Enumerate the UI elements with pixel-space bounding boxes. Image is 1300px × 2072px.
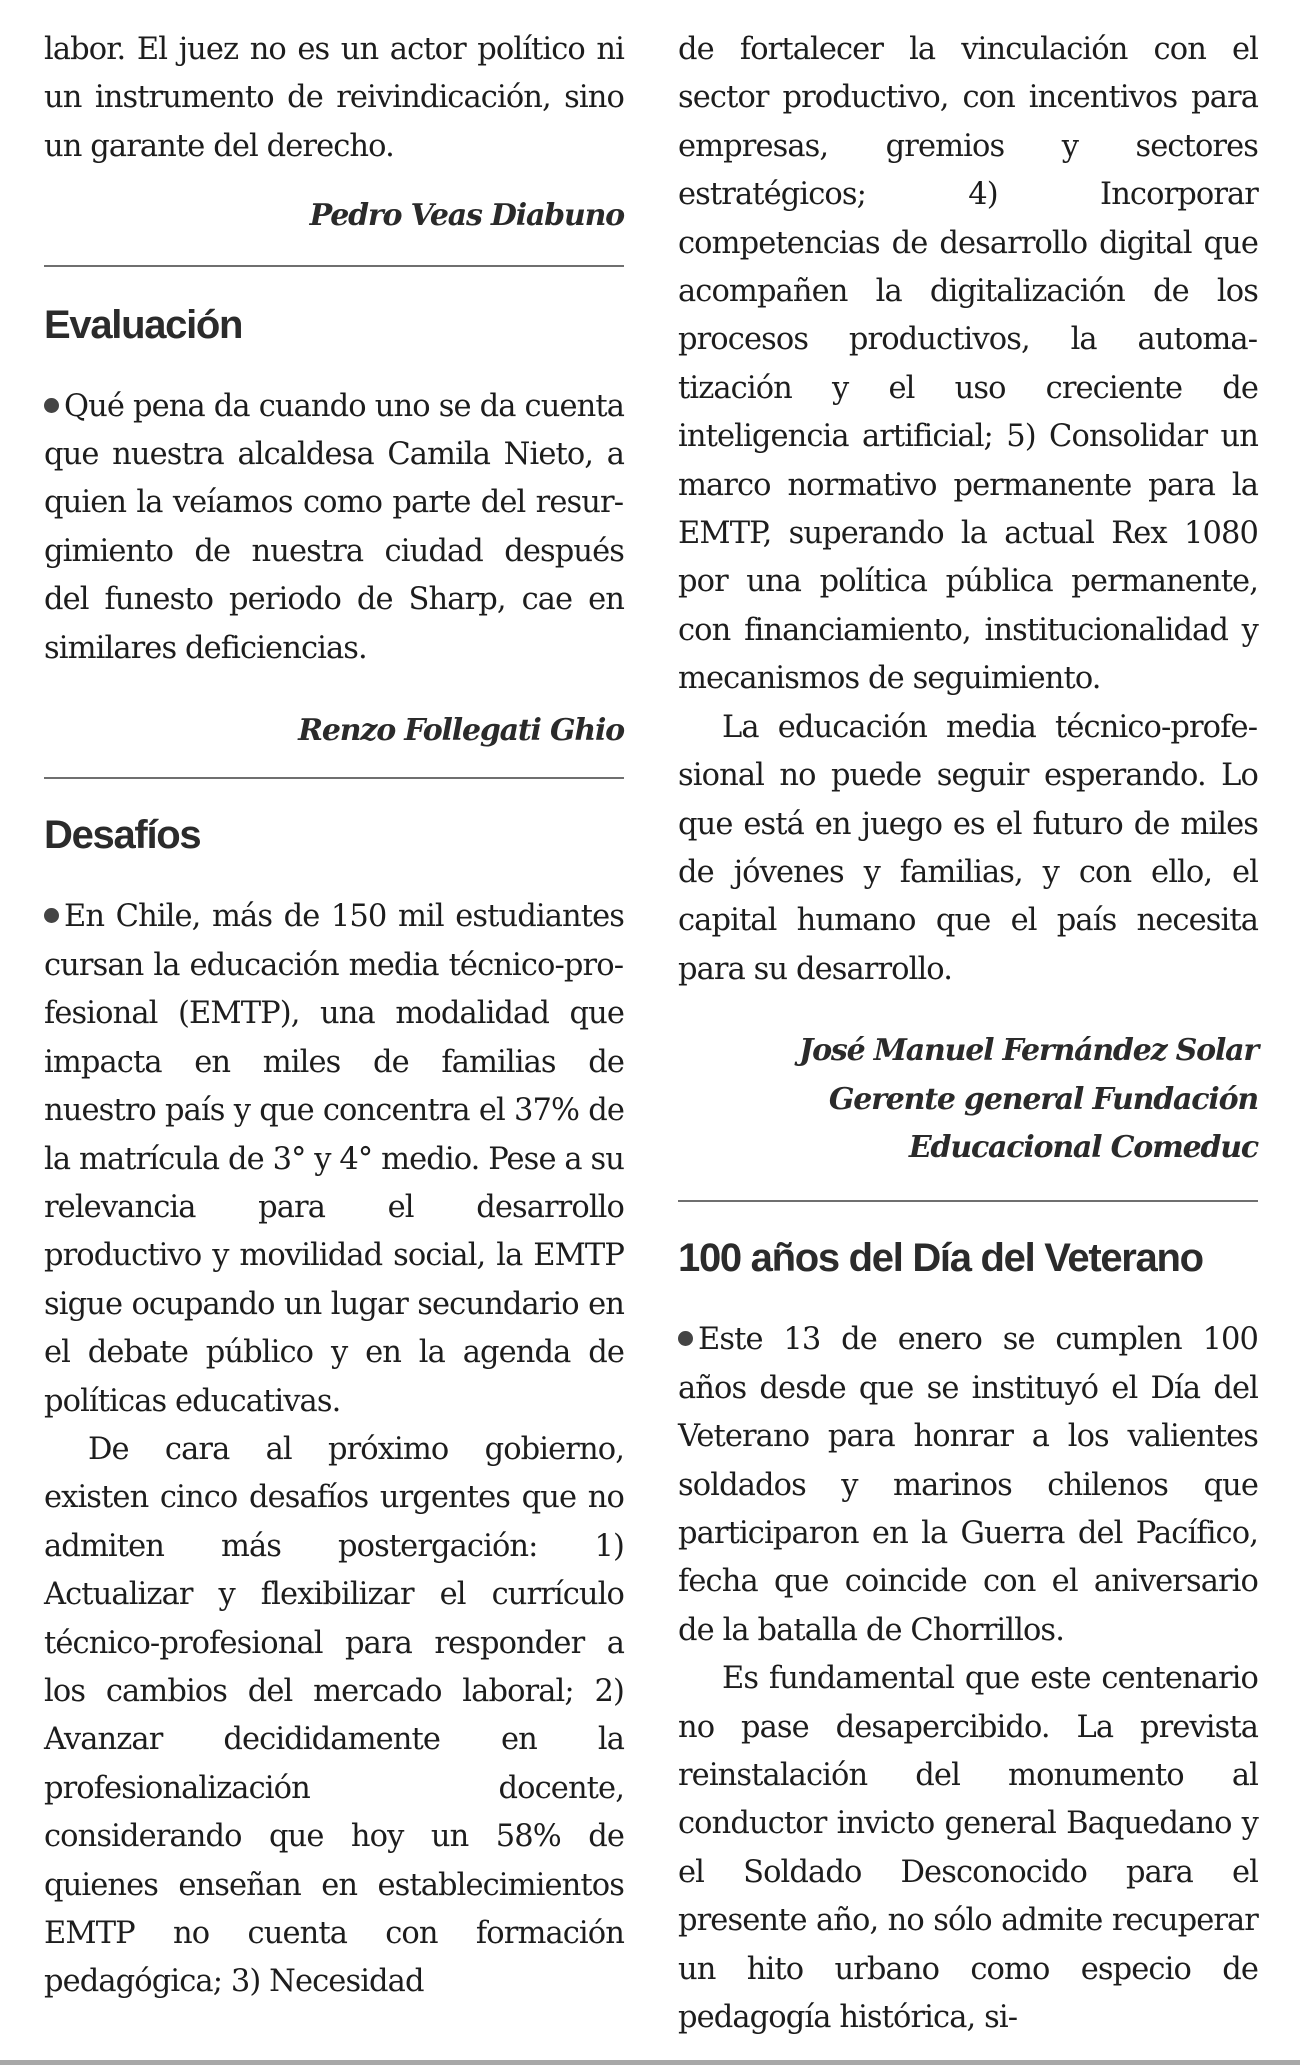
letter-evaluacion: [44, 383, 624, 673]
title-evaluacion: Evaluación: [44, 302, 243, 347]
bullet-icon: [44, 908, 59, 923]
letter-evaluacion-text: Qué pena da cuando uno se da cuenta que nuestra alcaldesa Camila Nieto, a quien la veíamos como parte del resurgimiento de nuestra ciudad después del funesto periodo de Sharp, cae en similares deficiencias.: [44, 388, 624, 666]
letter-desafios-p2: De cara al próximo gobierno, existen cinco desafíos urgentes que no admiten más postergación: 1) Actualizar y flexibilizar el currículo técnico-profesional para responder a los cambios del mercado laboral; 2) Avanzar decididamente en la profesionalización docente, considerando que hoy un 58% de quienes enseñan en establecimientos EMTP no cuenta con formación pedagógica; 3) Necesidad: [44, 1431, 624, 2000]
divider: [678, 1200, 1258, 1202]
divider: [44, 265, 624, 267]
left-column: [44, 0, 624, 2007]
letter-pedro-tail: labor. El juez no es un actor político ni un instrumento de reivindicación, sino un garante del derecho.: [44, 32, 624, 164]
page-bottom-border: [0, 2060, 1300, 2065]
letter-desafios-p2-cont: de fortalecer la vinculación con el sector productivo, con incentivos para empresas, gremios y sectores estratégicos; 4) Incorporar competencias de desarrollo digital que acompañen la digitalización de los procesos productivos, la automatización y el uso creciente de inteligencia artificial; 5) Consolidar un marco normativo permanente para la EMTP, superando la actual Rex 1080 por una política pública permanente, con financiamiento, institucionalidad y mecanismos de seguimiento.: [678, 32, 1258, 697]
divider: [44, 777, 624, 779]
bullet-icon: [678, 1331, 693, 1346]
letter-desafios-p1-text: En Chile, más de 150 mil estudiantes cursan la educación media técnico-profesional (EMTP), una modalidad que impacta en miles de familias de nuestro país y que concentra el 37% de la matrícula de 3° y 4° medio. Pese a su relevancia para el desarrollo productivo y movilidad social, la EMTP sigue ocupando un lugar secundario en el debate público y en la agenda de políticas educativas.: [44, 899, 624, 1419]
letter-veterano-p1: [678, 1316, 1258, 1655]
letter-desafios-p1: [44, 893, 624, 1425]
signature-renzo: Renzo Follegati Ghio: [298, 713, 624, 749]
letter-veterano-p2: Es fundamental que este centenario no pase desapercibido. La prevista reinstalación del monumento al conductor invicto general Baquedano y el Soldado Desconocido para el presente año, no sólo admite recuperar un hito urbano como especio de pedagogía histórica, si-: [678, 1661, 1258, 2036]
title-dia-veterano: 100 años del Día del Veterano: [678, 1236, 1203, 1281]
signature-jose-role1: Gerente general Fundación: [828, 1081, 1258, 1117]
letter-veterano-p1-text: Este 13 de enero se cumplen 100 años desde que se instituyó el Día del Veterano para honrar a los valientes soldados y marinos chilenos que participaron en la Guerra del Pacífico, fecha que coincide con el aniversario de la batalla de Chorrillos.: [678, 1322, 1258, 1648]
signature-pedro: Pedro Veas Diabuno: [309, 198, 624, 234]
signature-jose-name: José Manuel Fernández Solar: [799, 1033, 1258, 1069]
bullet-icon: [44, 398, 59, 413]
title-desafios: Desafíos: [44, 813, 201, 858]
right-column: [678, 0, 1258, 2042]
signature-jose-role2: Educacional Comeduc: [908, 1129, 1258, 1165]
letter-desafios-p3: La educación media técnico-profesional no puede seguir esperando. Lo que está en juego es el futuro de miles de jóvenes y familias, y con ello, el capital humano que el país necesita para su desarrollo.: [678, 709, 1258, 987]
